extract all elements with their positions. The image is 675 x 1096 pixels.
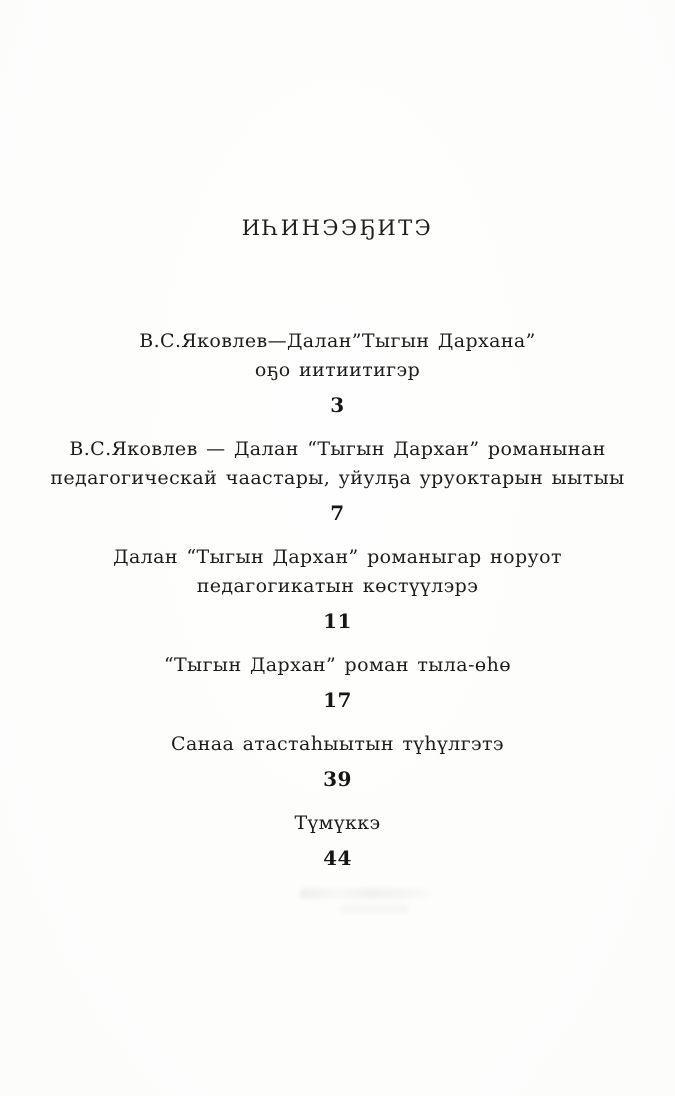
toc-entry-line: В.С.Яковлев — Далан “Тыгын Дархан” романынан <box>69 438 606 460</box>
toc-entry-title <box>40 651 635 680</box>
toc-entry <box>0 435 675 524</box>
toc-entry-line: оҕо иитиитигэр <box>254 359 421 381</box>
toc-entry-title <box>40 809 635 838</box>
toc-entry-line: Санаа атастаһыытын түһүлгэтэ <box>171 733 504 755</box>
toc-entry-line: Түмүккэ <box>294 812 381 834</box>
toc-page-number: 3 <box>330 393 345 417</box>
toc-entry <box>0 543 675 632</box>
toc-entry <box>0 651 675 711</box>
toc-entry-line: Далан “Тыгын Дархан” романыгар норуот <box>113 546 562 568</box>
page-title: ИҺИНЭЭҔИТЭ <box>241 216 434 240</box>
toc-entry <box>0 730 675 790</box>
toc-entry-line: педагогическай чаастары, уйулҕа уруоктарын ыытыы <box>50 467 625 489</box>
table-of-contents <box>0 327 675 869</box>
ink-bleed-through-mark <box>300 888 430 899</box>
toc-entry-line: В.С.Яковлев—Далан”Тыгын Дархана” <box>139 330 536 352</box>
toc-entry <box>0 809 675 869</box>
toc-entry-title <box>40 435 635 493</box>
ink-bleed-through-mark <box>340 905 410 913</box>
toc-entry-title <box>40 730 635 759</box>
toc-page-number: 7 <box>330 501 345 525</box>
toc-entry-line: педагогикатын көстүүлэрэ <box>196 575 479 597</box>
toc-entry-title <box>40 327 635 385</box>
toc-entry-line: “Тыгын Дархан” роман тыла-өһө <box>163 654 512 676</box>
toc-page-number: 39 <box>323 767 352 791</box>
toc-page-number: 17 <box>323 688 352 712</box>
toc-page-number: 11 <box>323 609 352 633</box>
toc-entry-title <box>40 543 635 601</box>
toc-entry <box>0 327 675 416</box>
toc-page-number: 44 <box>323 846 352 870</box>
